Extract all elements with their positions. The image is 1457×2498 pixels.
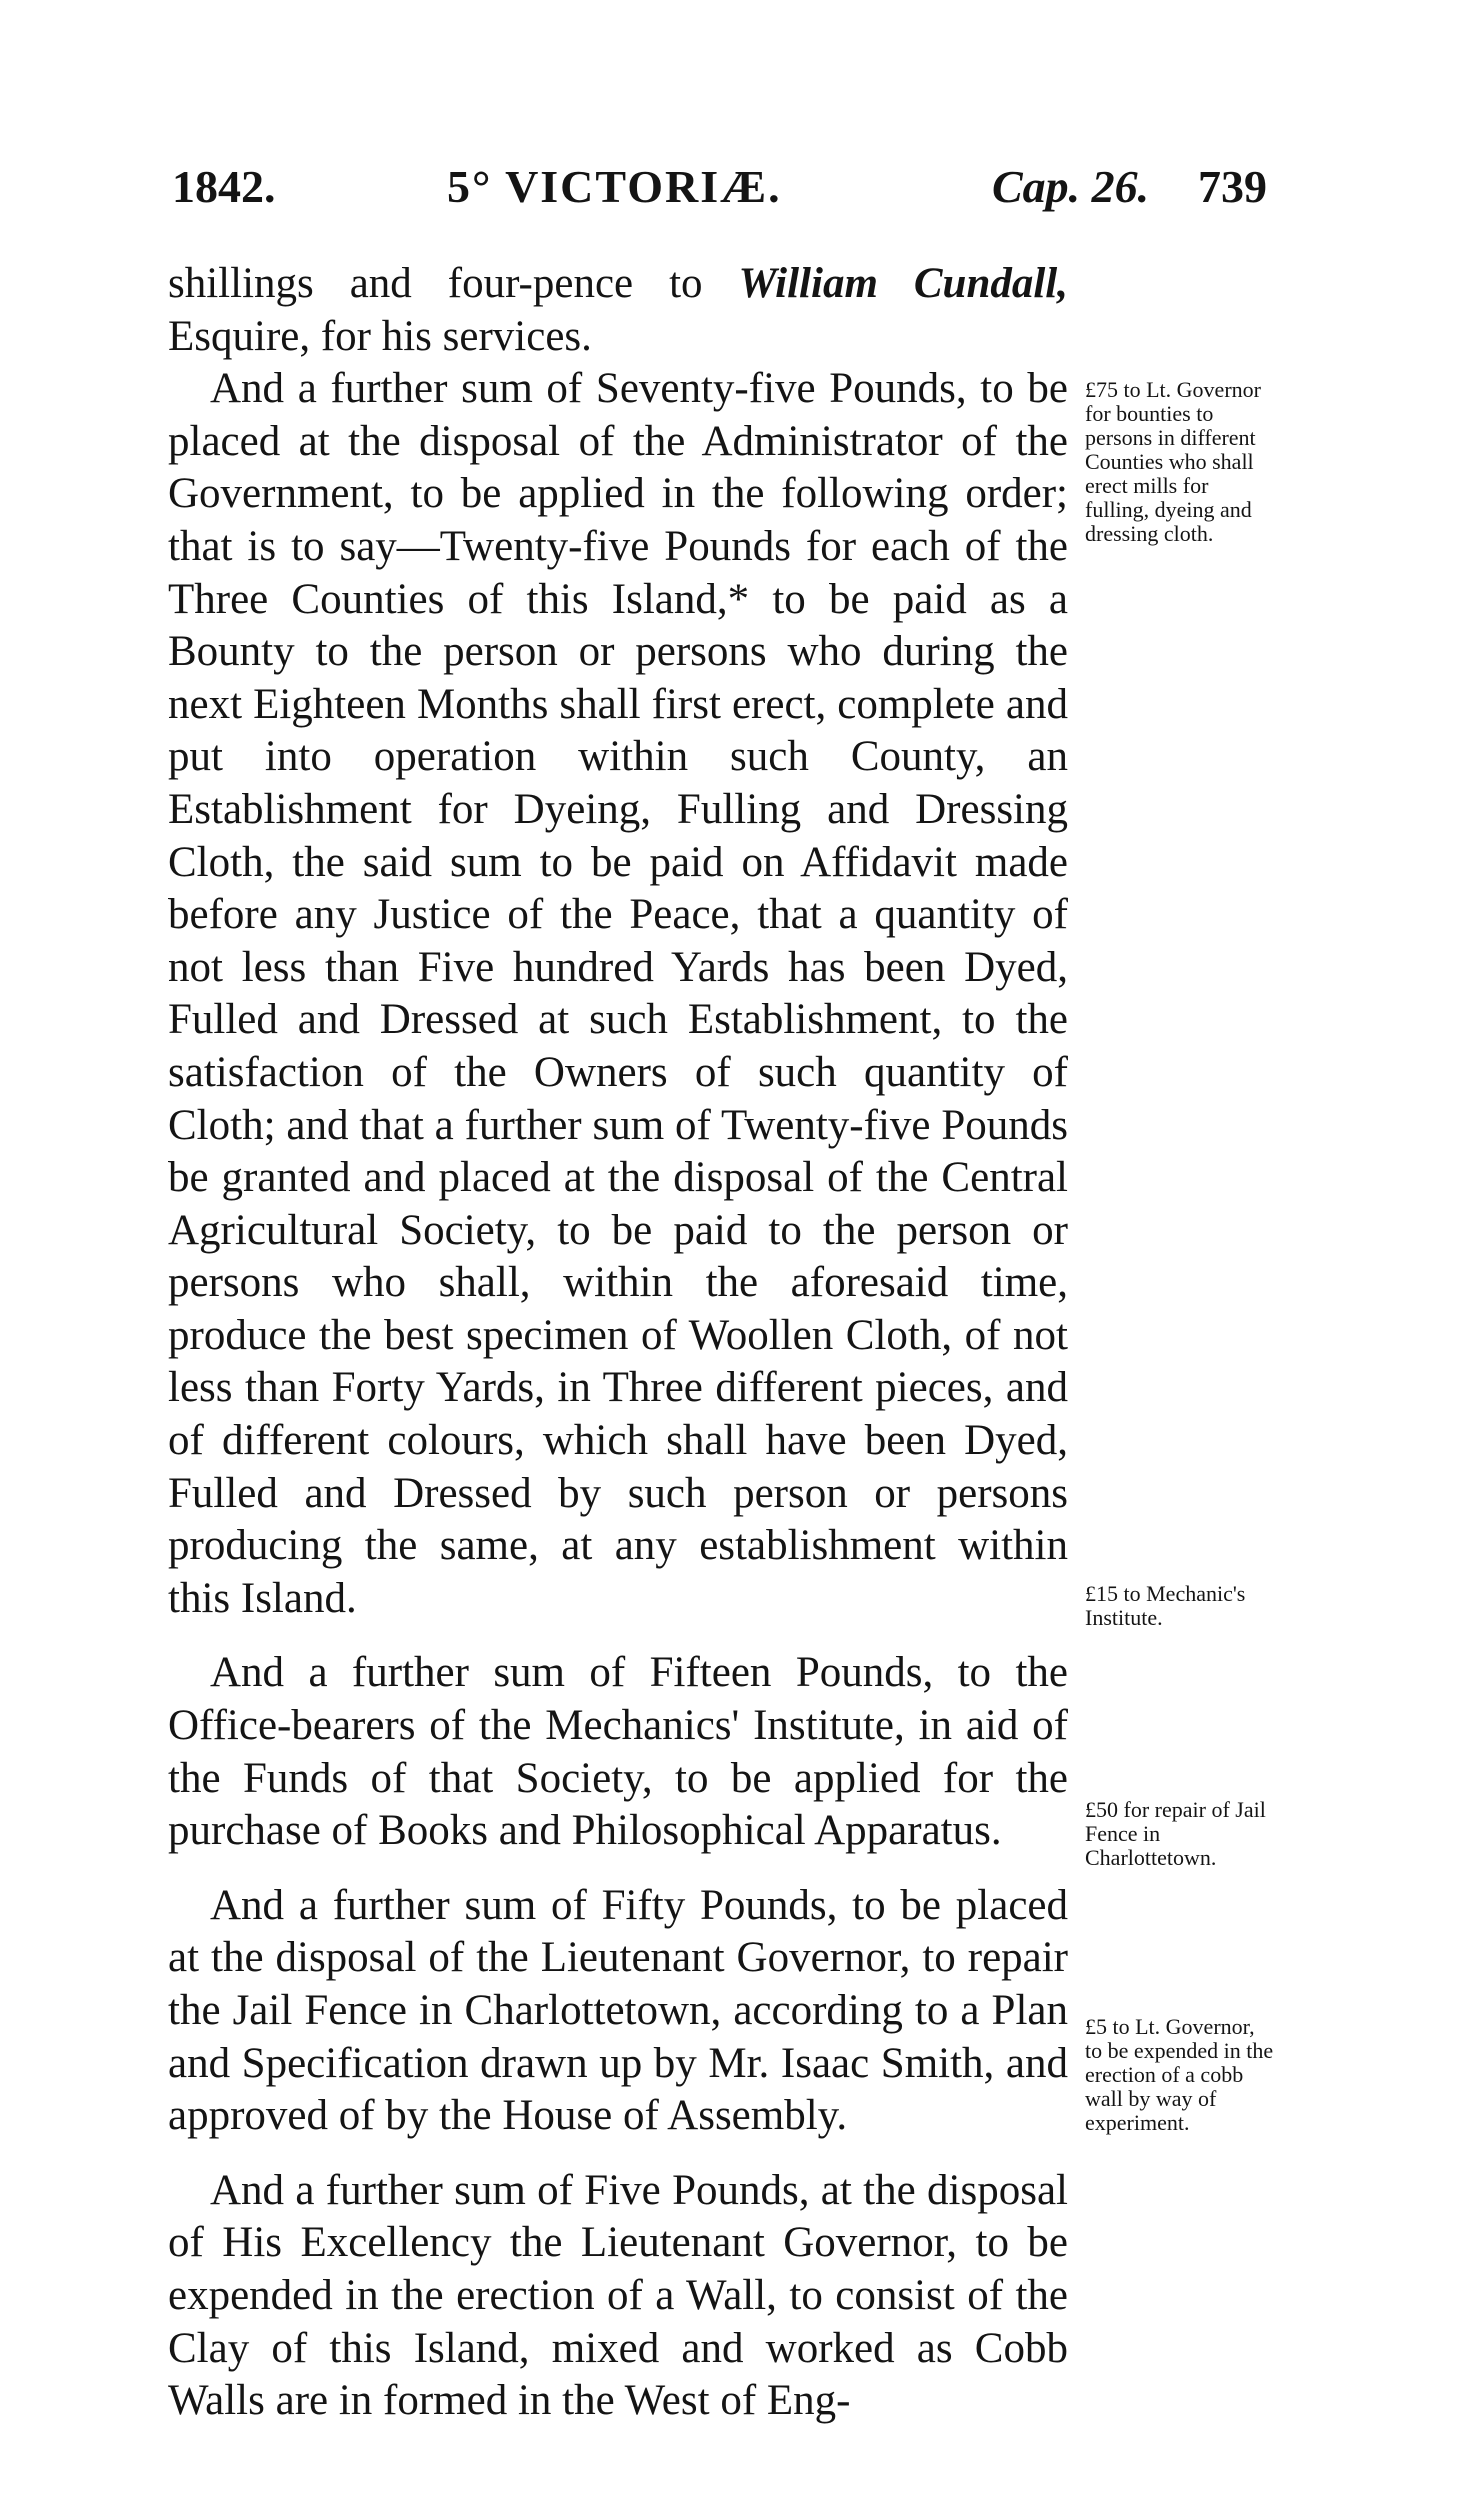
header-chapter: Cap. 26.	[992, 161, 1150, 212]
page-number: 739	[1198, 161, 1267, 212]
margin-note-mechanics: £15 to Mechanic's Institute.	[1085, 1581, 1246, 1630]
paragraph-text: And a further sum of Fifteen Pounds, to the Office-bearers of the Mechanics' Institute, in aid of the Funds of that Society, to be applied for the purchase of Books and Philosophical Apparatus.	[168, 1649, 1068, 1855]
paragraph-cobb-wall	[168, 2165, 1068, 2428]
main-text-column	[168, 258, 1068, 2428]
paragraph-continued	[168, 258, 1068, 363]
paragraph-text: shillings and four-pence to	[168, 260, 739, 307]
header-reign: 5° VICTORIÆ.	[447, 161, 782, 212]
running-header	[172, 160, 1267, 230]
margin-note-cloth-bounty: £75 to Lt. Governor for bounties to persons in different Counties who shall erect mills for fulling, dyeing and dressing cloth.	[1085, 377, 1261, 546]
paragraph-text: And a further sum of Five Pounds, at the disposal of His Excellency the Lieutenant Governor, to be expended in the erection of a Wall, to consist of the Clay of this Island, mixed and worked as Cobb Walls are in formed in the West of Eng-	[168, 2166, 1068, 2425]
paragraph-text: And a further sum of Fifty Pounds, to be placed at the disposal of the Lieutenant Governor, to repair the Jail Fence in Charlottetown, according to a Plan and Specification drawn up by Mr. Isaac Smith, and approved of by the House of Assembly.	[168, 1881, 1068, 2140]
paragraph-text: Esquire, for his services.	[168, 312, 592, 360]
margin-note-jail-fence: £50 for repair of Jail Fence in Charlottetown.	[1085, 1797, 1266, 1870]
paragraph-cloth-bounty	[168, 363, 1068, 1625]
paragraph-jail-fence	[168, 1880, 1068, 2143]
header-year: 1842.	[172, 161, 276, 212]
margin-note-cobb-wall: £5 to Lt. Governor, to be expended in the erection of a cobb wall by way of experiment.	[1085, 2014, 1274, 2135]
person-name: William Cundall,	[738, 260, 1069, 307]
paragraph-text: And a further sum of Seventy-five Pounds, to be placed at the disposal of the Administrator of the Government, to be applied in the following order; that is to say—Twenty-five Pounds for each of the Three Counties of this Island,* to be paid as a Bounty to the person or persons who during the next Eighteen Months shall first erect, complete and put into operation within such County, an Establishment for Dyeing, Fulling and Dressing Cloth, the said sum to be paid on Affidavit made before any Justice of the Peace, that a quantity of not less than Five hundred Yards has been Dyed, Fulled and Dressed at such Establishment, to the satisfaction of the Owners of such quantity of Cloth; and that a further sum of Twenty-five Pounds be granted and placed at the disposal of the Central Agricultural Society, to be paid to the person or persons who shall, within the aforesaid time, produce the best specimen of Woollen Cloth, of not less than Forty Yards, in Three different pieces, and of different colours, which shall have been Dyed, Fulled and Dressed by such person or persons producing the same, at any establishment within this Island.	[168, 365, 1068, 1622]
paragraph-mechanics-institute	[168, 1647, 1068, 1857]
